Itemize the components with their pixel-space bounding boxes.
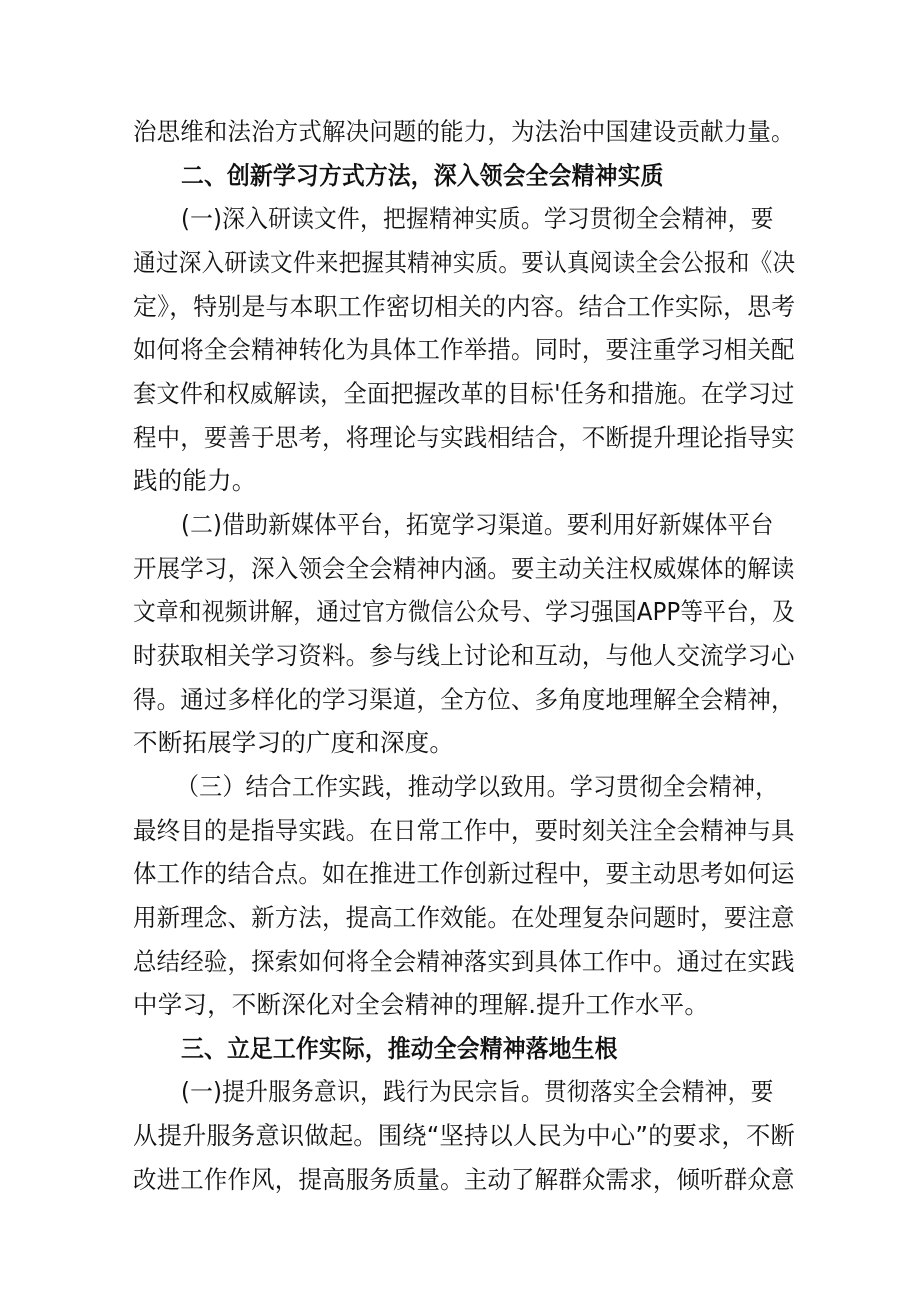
paragraph-line: 从提升服务意识做起。围绕“坚持以人民为中心”的要求，不断 bbox=[133, 1121, 795, 1150]
paragraph-line: (一)提升服务意识，践行为民宗旨。贯彻落实全会精神，要 bbox=[181, 1077, 774, 1106]
paragraph-line: 治思维和法治方式解决问题的能力，为法治中国建设贡献力量。 bbox=[133, 117, 795, 146]
section-heading-3: 三、立足工作实际，推动全会精神落地生根 bbox=[181, 1034, 618, 1063]
paragraph-line: （三）结合工作实践，推动学以致用。学习贯彻全会精神， bbox=[176, 772, 779, 801]
paragraph-line: 总结经验，探索如何将全会精神落实到具体工作中。通过在实践 bbox=[133, 947, 795, 976]
paragraph-line: 用新理念、新方法，提高工作效能。在处理复杂问题时，要注意 bbox=[133, 903, 795, 932]
paragraph-line: 开展学习，深入领会全会精神内涵。要主动关注权威媒体的解读 bbox=[133, 554, 795, 583]
paragraph-line: 文章和视频讲解，通过官方微信公众号、学习强国APP等平台，及 bbox=[133, 597, 795, 626]
paragraph-line: 定》，特别是与本职工作密切相关的内容。结合工作实际，思考 bbox=[133, 292, 796, 321]
paragraph-line: (二)借助新媒体平台，拓宽学习渠道。要利用好新媒体平台 bbox=[181, 510, 774, 539]
paragraph-line: 程中，要善于思考，将理论与实践相结合，不断提升理论指导实 bbox=[133, 423, 795, 452]
paragraph-line: 最终目的是指导实践。在日常工作中，要时刻关注全会精神与具 bbox=[133, 816, 795, 845]
paragraph-line: 通过深入研读文件来把握其精神实质。要认真阅读全会公报和《决 bbox=[133, 248, 796, 277]
paragraph-line: 中学习，不断深化对全会精神的理解.提升工作水平。 bbox=[133, 990, 710, 1019]
paragraph-line: 改进工作作风，提高服务质量。主动了解群众需求，倾听群众意 bbox=[133, 1165, 795, 1194]
paragraph-line: 体工作的结合点。如在推进工作创新过程中，要主动思考如何运 bbox=[133, 859, 795, 888]
paragraph-line: 不断拓展学习的广度和深度。 bbox=[133, 728, 455, 757]
paragraph-line: (一)深入研读文件，把握精神实质。学习贯彻全会精神，要 bbox=[181, 204, 774, 233]
paragraph-line: 套文件和权威解读，全面把握改革的目标'任务和措施。在学习过 bbox=[133, 379, 795, 408]
paragraph-line: 如何将全会精神转化为具体工作举措。同时，要注重学习相关配 bbox=[133, 335, 795, 364]
section-heading-2: 二、创新学习方式方法，深入领会全会精神实质 bbox=[181, 161, 664, 190]
paragraph-line: 时获取相关学习资料。参与线上讨论和互动，与他人交流学习心 bbox=[133, 641, 795, 670]
paragraph-line: 得。通过多样化的学习渠道，全方位、多角度地理解全会精神， bbox=[133, 685, 795, 714]
paragraph-line: 践的能力。 bbox=[133, 466, 257, 495]
